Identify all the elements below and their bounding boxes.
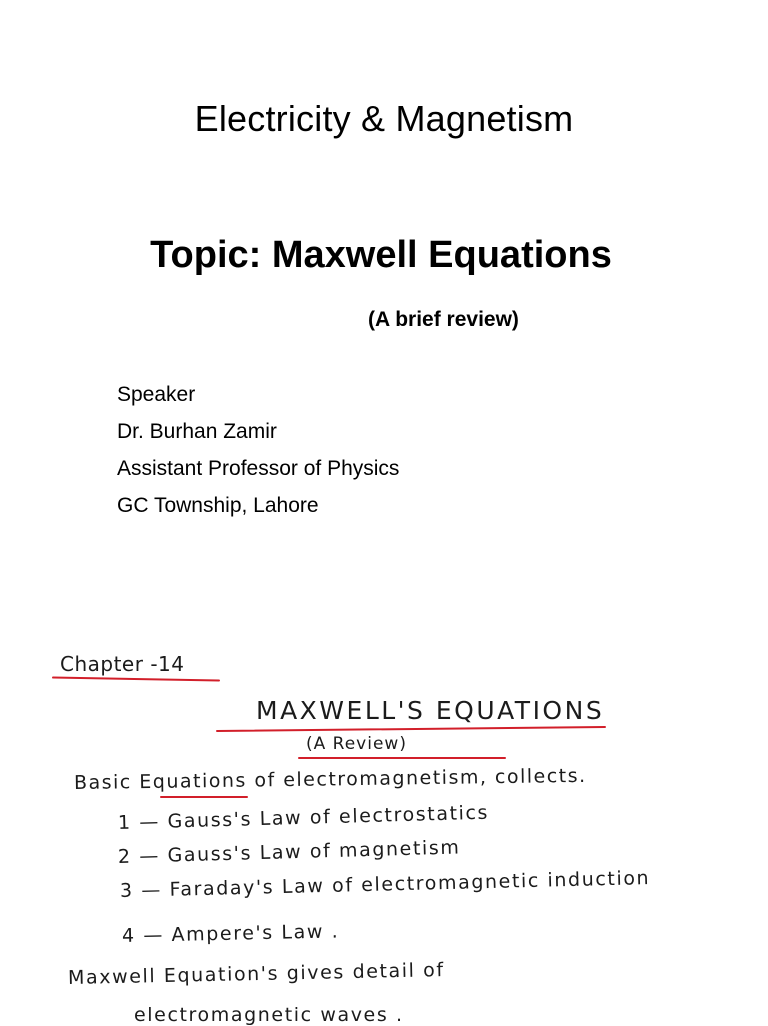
list-item: 1 — Gauss's Law of electrostatics (117, 801, 490, 834)
speaker-institution: GC Township, Lahore (117, 494, 319, 517)
subheading-underline (298, 757, 506, 759)
speaker-info (117, 376, 399, 524)
subtitle: (A brief review) (368, 308, 519, 331)
course-title: Electricity & Magnetism (194, 98, 574, 139)
list-item: 2 — Gauss's Law of magnetism (117, 836, 461, 868)
notes-closing: Maxwell Equation's gives detail of (67, 959, 445, 989)
heading-underline (216, 726, 606, 732)
notes-subheading: (A Review) (306, 734, 407, 754)
notes-intro: Basic Equations of electromagnetism, collects. (73, 764, 587, 794)
speaker-name: Dr. Burhan Zamir (117, 420, 277, 443)
speaker-label: Speaker (117, 383, 196, 406)
chapter-underline (52, 677, 220, 682)
notes-heading: MAXWELL'S EQUATIONS (256, 696, 605, 725)
handwritten-notes-page (0, 630, 768, 1024)
notes-cut-off-line: electromagnetic waves . (134, 1004, 404, 1026)
list-item: 3 — Faraday's Law of electromagnetic induction (119, 867, 651, 902)
speaker-position: Assistant Professor of Physics (117, 457, 400, 480)
chapter-label: Chapter -14 (60, 652, 185, 676)
equations-underline (160, 796, 248, 798)
list-item: 4 — Ampere's Law . (121, 920, 340, 947)
topic-title: Topic: Maxwell Equations (150, 234, 612, 276)
